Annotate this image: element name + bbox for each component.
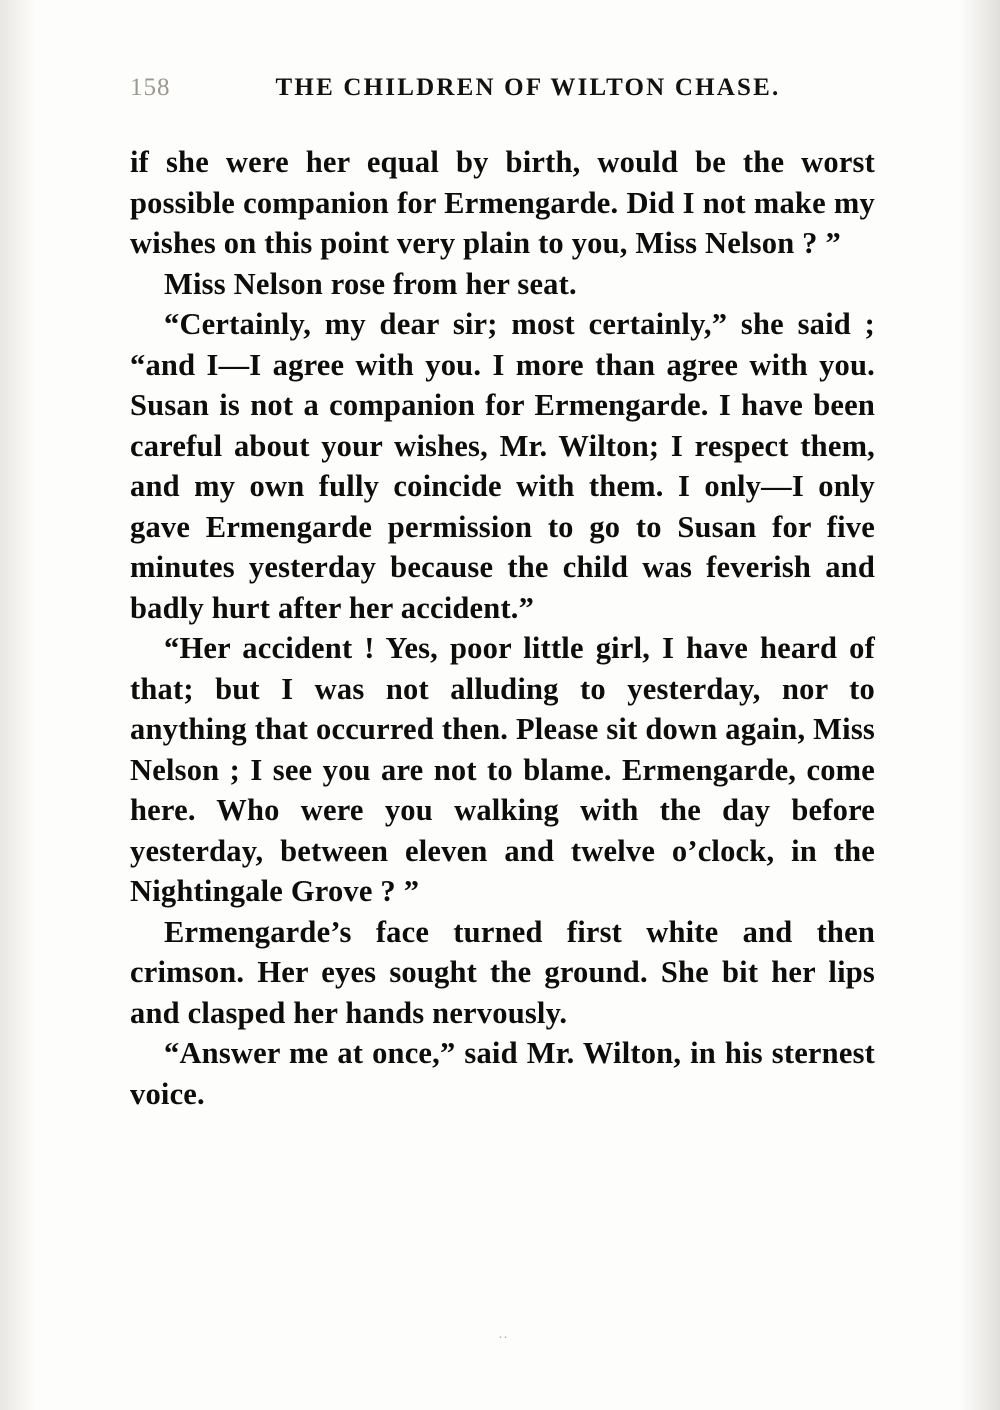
- running-title: THE CHILDREN OF WILTON CHASE.: [275, 74, 781, 101]
- page-body: [130, 142, 875, 1114]
- page-header: [130, 74, 870, 102]
- page-foot-mark: ··: [498, 1330, 508, 1346]
- paragraph: Ermengarde’s face turned first white and then crimson. Her eyes sought the ground. She bit her lips and clasped her hands nervously.: [130, 914, 875, 1030]
- page-left-edge-shadow: [0, 0, 36, 1410]
- paragraph: if she were her equal by birth, would be the worst possible companion for Ermengarde. Did I not make my wishes on this point very plain to you, Miss Nelson ? ”: [130, 145, 875, 260]
- paragraph: “Certainly, my dear sir; most certainly,” she said ; “and I—I agree with you. I more than agree with you. Susan is not a companion for Ermengarde. I have been careful about your wishes, Mr. Wilton; I respect them, and my own fully coincide with them. I only—I only gave Ermengarde permission to go to Susan for five minutes yesterday because the child was feverish and badly hurt after her accident.”: [130, 307, 875, 625]
- page-number: 158: [130, 74, 171, 101]
- paragraph: Miss Nelson rose from her seat.: [164, 266, 577, 301]
- paragraph: “Her accident ! Yes, poor little girl, I have heard of that; but I was not alluding to yesterday, nor to anything that occurred then. Please sit down again, Miss Nelson ; I see you are not to blame. Ermengarde, come here. Who were you walking with the day before yesterday, between eleven and twelve o’clock, in the Nightingale Grove ? ”: [130, 631, 875, 908]
- paragraph: “Answer me at once,” said Mr. Wilton, in his sternest voice.: [130, 1036, 875, 1111]
- page-right-edge-shadow: [960, 0, 1000, 1410]
